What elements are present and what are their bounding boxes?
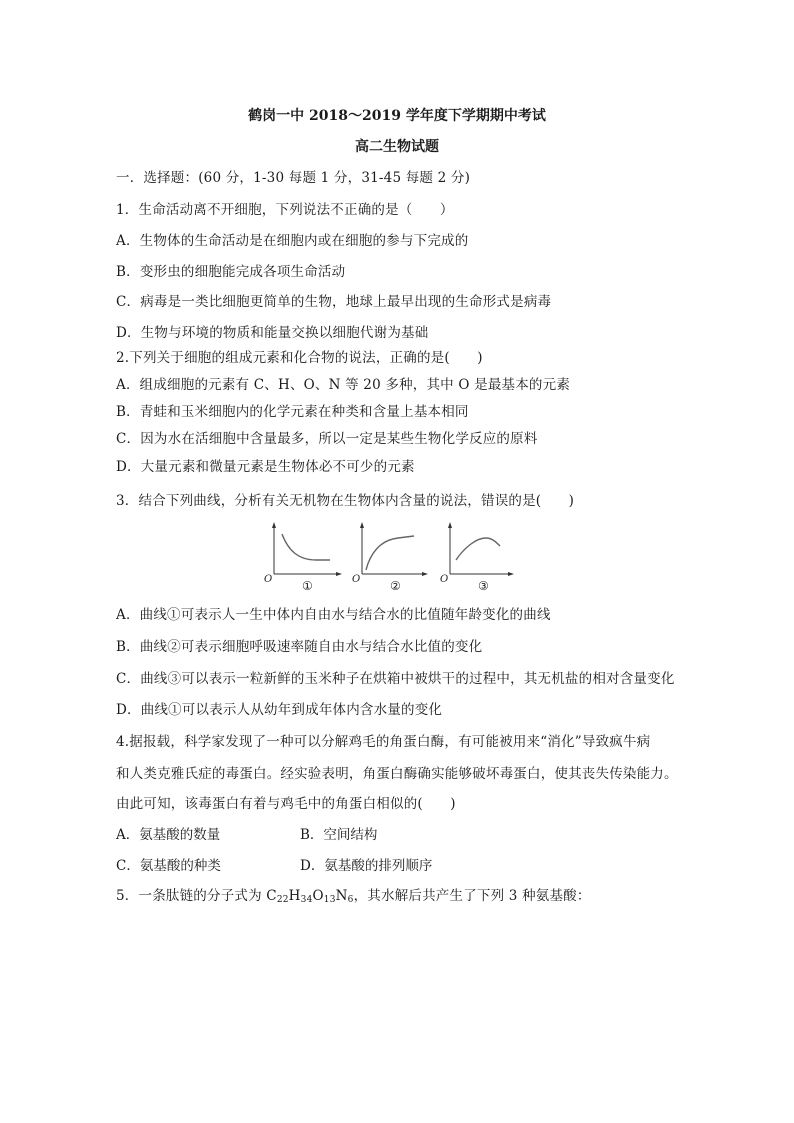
q4-stem-line-3: 由此可知，该毒蛋白有着与鸡毛中的角蛋白相似的( ) bbox=[116, 796, 456, 812]
q5-o-sub: 13 bbox=[323, 895, 336, 905]
q3-option-c: C．曲线③可以表示一粒新鲜的玉米种子在烘箱中被烘干的过程中，其无机盐的相对含量变化 bbox=[116, 671, 675, 687]
q3-stem: 3．结合下列曲线，分析有关无机物在生物体内含量的说法，错误的是( ) bbox=[116, 493, 575, 509]
graph-1-label: ① bbox=[302, 579, 313, 593]
q1-stem: 1．生命活动离不开细胞，下列说法不正确的是（ ） bbox=[116, 202, 454, 218]
q2-option-c: C．因为水在活细胞中含量最多，所以一定是某些生物化学反应的原料 bbox=[116, 431, 538, 447]
q5-stem-suffix: ，其水解后共产生了下列 3 种氨基酸： bbox=[353, 888, 591, 904]
section-heading: 一．选择题：(60 分，1-30 每题 1 分，31-45 每题 2 分) bbox=[116, 170, 471, 186]
q4-option-b: B．空间结构 bbox=[300, 827, 378, 843]
graph-3-label: ③ bbox=[478, 579, 489, 593]
q1-option-c: C．病毒是一类比细胞更简单的生物，地球上最早出现的生命形式是病毒 bbox=[116, 294, 552, 310]
graph-1-y-arrow bbox=[272, 522, 276, 528]
curve-1 bbox=[282, 534, 330, 560]
graph-3-y-arrow bbox=[448, 522, 452, 528]
q4-option-a: A．氨基酸的数量 bbox=[116, 827, 221, 843]
q5-o: O bbox=[312, 888, 324, 904]
q4-option-d: D．氨基酸的排列顺序 bbox=[300, 858, 433, 874]
curve-2 bbox=[366, 536, 414, 570]
graph-2-x-arrow bbox=[422, 572, 428, 576]
graph-3 bbox=[448, 522, 514, 576]
graph-1 bbox=[272, 522, 342, 576]
q5-stem bbox=[116, 884, 591, 905]
q3-option-d: D．曲线①可以表示人从幼年到成年体内含水量的变化 bbox=[116, 702, 443, 718]
graph-2-origin: O bbox=[352, 574, 361, 585]
graph-3-x-arrow bbox=[508, 572, 514, 576]
q4-stem-line-2: 和人类克雅氏症的毒蛋白。经实验表明，角蛋白酶确实能够破坏毒蛋白，使其丧失传染能力。 bbox=[116, 766, 678, 782]
graph-2-y-arrow bbox=[360, 522, 364, 528]
q4-stem-line-1: 4.据报载，科学家发现了一种可以分解鸡毛的角蛋白酶，有可能被用来“消化”导致疯牛病 bbox=[116, 734, 651, 750]
exam-title: 鹤岗一中 2018～2019 学年度下学期期中考试 bbox=[248, 108, 546, 124]
graph-2-label: ② bbox=[390, 579, 401, 593]
q2-option-d: D．大量元素和微量元素是生物体必不可少的元素 bbox=[116, 459, 415, 475]
q3-curves-figure bbox=[258, 520, 518, 598]
q4-option-c: C．氨基酸的种类 bbox=[116, 858, 221, 874]
q3-option-b: B．曲线②可表示细胞呼吸速率随自由水与结合水比值的变化 bbox=[116, 639, 483, 655]
exam-subtitle: 高二生物试题 bbox=[355, 139, 439, 155]
q2-option-a: A．组成细胞的元素有 C、H、O、N 等 20 多种，其中 O 是最基本的元素 bbox=[116, 377, 571, 393]
q5-h: H bbox=[288, 888, 301, 904]
q5-h-sub: 34 bbox=[300, 895, 313, 905]
graph-1-x-arrow bbox=[336, 572, 342, 576]
q2-stem: 2.下列关于细胞的组成元素和化合物的说法，正确的是( ) bbox=[116, 350, 483, 366]
q5-n-sub: 6 bbox=[347, 895, 354, 905]
graph-2 bbox=[360, 522, 428, 576]
q3-curves-svg bbox=[258, 520, 518, 598]
q2-option-b: B．青蛙和玉米细胞内的化学元素在种类和含量上基本相同 bbox=[116, 404, 469, 420]
q5-c-sub: 22 bbox=[276, 895, 289, 905]
q1-option-a: A．生物体的生命活动是在细胞内或在细胞的参与下完成的 bbox=[116, 233, 469, 249]
graph-1-origin: O bbox=[264, 574, 273, 585]
q5-n: N bbox=[335, 888, 348, 904]
q1-option-b: B．变形虫的细胞能完成各项生命活动 bbox=[116, 264, 346, 280]
graph-3-origin: O bbox=[440, 574, 449, 585]
q5-stem-prefix: 5．一条肽链的分子式为 C bbox=[116, 888, 277, 904]
q3-option-a: A．曲线①可表示人一生中体内自由水与结合水的比值随年龄变化的曲线 bbox=[116, 607, 551, 623]
q1-option-d: D．生物与环境的物质和能量交换以细胞代谢为基础 bbox=[116, 325, 429, 341]
curve-3 bbox=[456, 538, 500, 560]
